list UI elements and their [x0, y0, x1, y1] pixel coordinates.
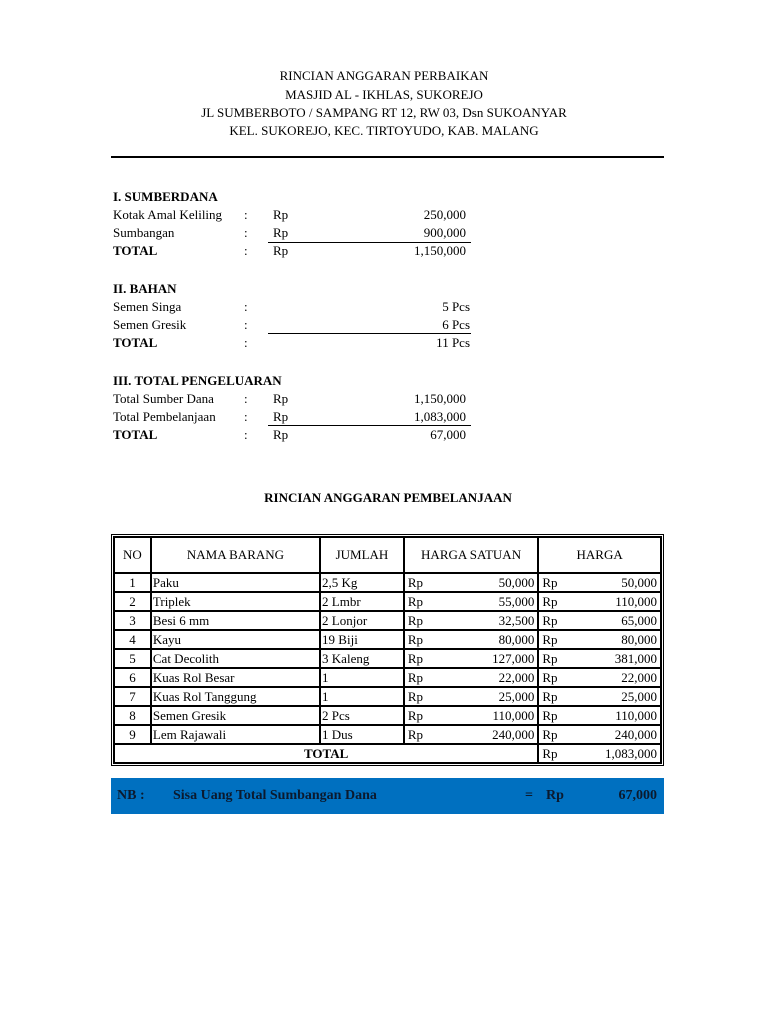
cell-nama-barang: Cat Decolith	[151, 649, 320, 668]
cell-harga-satuan	[404, 687, 538, 706]
pembelanjaan-title: RINCIAN ANGGARAN PEMBELANJAAN	[264, 490, 512, 505]
section-title: I. SUMBERDANA	[113, 189, 218, 204]
header-harga-satuan: HARGA SATUAN	[404, 537, 538, 573]
header-address: JL SUMBERBOTO / SAMPANG RT 12, RW 03, Dsn SUKOANYAR	[201, 105, 567, 120]
harga-satuan-value: 127,000	[492, 651, 535, 666]
row-currency: Rp	[273, 207, 289, 222]
cell-no: 4	[114, 630, 151, 649]
currency-label: Rp	[542, 746, 558, 761]
row-colon: :	[244, 299, 248, 314]
harga-value: 110,000	[615, 708, 657, 723]
cell-nama-barang: Kayu	[151, 630, 320, 649]
cell-harga-satuan	[404, 668, 538, 687]
table-row	[114, 649, 661, 668]
bahan-row	[113, 298, 473, 316]
harga-value: 22,000	[621, 670, 657, 685]
cell-nama-barang: Besi 6 mm	[151, 611, 320, 630]
row-colon: :	[244, 317, 248, 332]
table-header-row	[114, 537, 661, 573]
table-total-amount-cell	[538, 744, 661, 763]
nb-text: Sisa Uang Total Sumbangan Dana	[173, 788, 377, 803]
harga-satuan-value: 55,000	[498, 594, 535, 609]
cell-nama-barang: Lem Rajawali	[151, 725, 320, 744]
row-colon: :	[244, 243, 248, 258]
table-row	[114, 573, 661, 592]
row-label: Total Sumber Dana	[113, 391, 214, 406]
harga-satuan-value: 22,000	[498, 670, 535, 685]
currency-label: Rp	[407, 651, 423, 666]
cell-harga	[538, 630, 661, 649]
section-title: III. TOTAL PENGELUARAN	[113, 373, 282, 388]
section-title: II. BAHAN	[113, 281, 177, 296]
harga-value: 240,000	[614, 727, 657, 742]
currency-label: Rp	[542, 632, 558, 647]
table-total-label: TOTAL	[114, 744, 538, 763]
row-label: Total Pembelanjaan	[113, 409, 216, 424]
cell-harga-satuan	[404, 725, 538, 744]
cell-harga	[538, 611, 661, 630]
row-colon: :	[244, 427, 248, 442]
cell-jumlah: 1 Dus	[320, 725, 404, 744]
currency-label: Rp	[542, 575, 558, 590]
sumberdana-row	[113, 224, 473, 242]
row-colon: :	[244, 335, 248, 350]
cell-jumlah: 2 Lonjor	[320, 611, 404, 630]
header-mosque-name: MASJID AL - IKHLAS, SUKOREJO	[285, 87, 483, 102]
cell-harga	[538, 592, 661, 611]
cell-no: 9	[114, 725, 151, 744]
cell-harga-satuan	[404, 649, 538, 668]
currency-label: Rp	[542, 670, 558, 685]
harga-value: 110,000	[615, 594, 657, 609]
table-row	[114, 668, 661, 687]
cell-harga	[538, 687, 661, 706]
currency-label: Rp	[407, 727, 423, 742]
cell-jumlah: 19 Biji	[320, 630, 404, 649]
row-label: Semen Singa	[113, 299, 182, 314]
row-amount: 1,150,000	[414, 243, 466, 258]
cell-jumlah: 2,5 Kg	[320, 573, 404, 592]
currency-label: Rp	[542, 594, 558, 609]
currency-label: Rp	[407, 708, 423, 723]
harga-satuan-value: 110,000	[492, 708, 535, 723]
cell-harga	[538, 573, 661, 592]
harga-value: 381,000	[614, 651, 657, 666]
row-amount: 900,000	[423, 225, 466, 240]
cell-jumlah: 3 Kaleng	[320, 649, 404, 668]
cell-no: 1	[114, 573, 151, 592]
nb-summary-bar	[111, 778, 664, 814]
table-row	[114, 611, 661, 630]
row-colon: :	[244, 225, 248, 240]
header-harga: HARGA	[538, 537, 661, 573]
cell-no: 6	[114, 668, 151, 687]
table-row	[114, 687, 661, 706]
cell-harga	[538, 725, 661, 744]
cell-jumlah: 2 Pcs	[320, 706, 404, 725]
currency-label: Rp	[542, 708, 558, 723]
currency-label: Rp	[407, 632, 423, 647]
table-total-amount: 1,083,000	[605, 746, 657, 761]
nb-prefix: NB :	[117, 788, 145, 803]
harga-value: 80,000	[621, 632, 657, 647]
harga-value: 50,000	[621, 575, 657, 590]
row-currency: Rp	[273, 427, 289, 442]
pengeluaran-row	[113, 408, 473, 426]
header-divider	[111, 156, 664, 158]
cell-no: 2	[114, 592, 151, 611]
cell-nama-barang: Kuas Rol Tanggung	[151, 687, 320, 706]
currency-label: Rp	[542, 613, 558, 628]
cell-nama-barang: Triplek	[151, 592, 320, 611]
cell-harga	[538, 706, 661, 725]
harga-satuan-value: 50,000	[498, 575, 535, 590]
header-district: KEL. SUKOREJO, KEC. TIRTOYUDO, KAB. MALANG	[229, 123, 539, 138]
section-pengeluaran	[113, 371, 473, 444]
cell-jumlah: 1	[320, 668, 404, 687]
cell-nama-barang: Semen Gresik	[151, 706, 320, 725]
row-amount: 1,150,000	[414, 391, 466, 406]
pembelanjaan-table	[111, 534, 664, 766]
cell-nama-barang: Paku	[151, 573, 320, 592]
row-amount: 6 Pcs	[442, 317, 470, 332]
table-row	[114, 725, 661, 744]
row-amount: 250,000	[423, 207, 466, 222]
cell-harga-satuan	[404, 573, 538, 592]
row-label: TOTAL	[113, 427, 158, 442]
row-colon: :	[244, 207, 248, 222]
row-label: Semen Gresik	[113, 317, 187, 332]
table-row	[114, 706, 661, 725]
pengeluaran-total-row	[113, 426, 473, 444]
row-currency: Rp	[273, 409, 289, 424]
currency-label: Rp	[407, 594, 423, 609]
row-colon: :	[244, 391, 248, 406]
pengeluaran-row	[113, 390, 473, 408]
row-label: TOTAL	[113, 335, 158, 350]
currency-label: Rp	[407, 575, 423, 590]
bahan-row	[113, 316, 473, 334]
nb-currency: Rp	[546, 788, 564, 803]
harga-satuan-value: 80,000	[498, 632, 535, 647]
table-row	[114, 630, 661, 649]
row-amount: 11 Pcs	[436, 335, 470, 350]
harga-value: 25,000	[621, 689, 657, 704]
cell-harga-satuan	[404, 611, 538, 630]
currency-label: Rp	[407, 670, 423, 685]
row-colon: :	[244, 409, 248, 424]
cell-no: 8	[114, 706, 151, 725]
cell-no: 5	[114, 649, 151, 668]
harga-value: 65,000	[621, 613, 657, 628]
row-currency: Rp	[273, 391, 289, 406]
cell-harga-satuan	[404, 630, 538, 649]
row-amount: 1,083,000	[414, 409, 466, 424]
cell-nama-barang: Kuas Rol Besar	[151, 668, 320, 687]
sumberdana-total-row	[113, 242, 473, 260]
cell-harga-satuan	[404, 706, 538, 725]
currency-label: Rp	[542, 651, 558, 666]
table-total-row	[114, 744, 661, 763]
row-currency: Rp	[273, 225, 289, 240]
row-label: TOTAL	[113, 243, 158, 258]
header-no: NO	[114, 537, 151, 573]
row-label: Kotak Amal Keliling	[113, 207, 223, 222]
cell-jumlah: 2 Lmbr	[320, 592, 404, 611]
row-label: Sumbangan	[113, 225, 175, 240]
bahan-total-row	[113, 334, 473, 352]
header-jumlah: JUMLAH	[320, 537, 404, 573]
cell-harga-satuan	[404, 592, 538, 611]
harga-satuan-value: 32,500	[498, 613, 535, 628]
cell-harga	[538, 668, 661, 687]
section-sumberdana	[113, 187, 473, 260]
header-title: RINCIAN ANGGARAN PERBAIKAN	[279, 68, 489, 83]
row-currency: Rp	[273, 243, 289, 258]
nb-equals: =	[525, 788, 533, 803]
row-amount: 67,000	[430, 427, 466, 442]
currency-label: Rp	[407, 613, 423, 628]
cell-no: 7	[114, 687, 151, 706]
sumberdana-row	[113, 206, 473, 224]
row-amount: 5 Pcs	[442, 299, 470, 314]
table-row	[114, 592, 661, 611]
header-nama-barang: NAMA BARANG	[151, 537, 320, 573]
harga-satuan-value: 240,000	[492, 727, 535, 742]
cell-harga	[538, 649, 661, 668]
section-bahan	[113, 279, 473, 352]
nb-amount: 67,000	[618, 788, 657, 803]
cell-jumlah: 1	[320, 687, 404, 706]
currency-label: Rp	[542, 727, 558, 742]
table-body	[114, 573, 661, 744]
harga-satuan-value: 25,000	[498, 689, 535, 704]
currency-label: Rp	[407, 689, 423, 704]
cell-no: 3	[114, 611, 151, 630]
currency-label: Rp	[542, 689, 558, 704]
